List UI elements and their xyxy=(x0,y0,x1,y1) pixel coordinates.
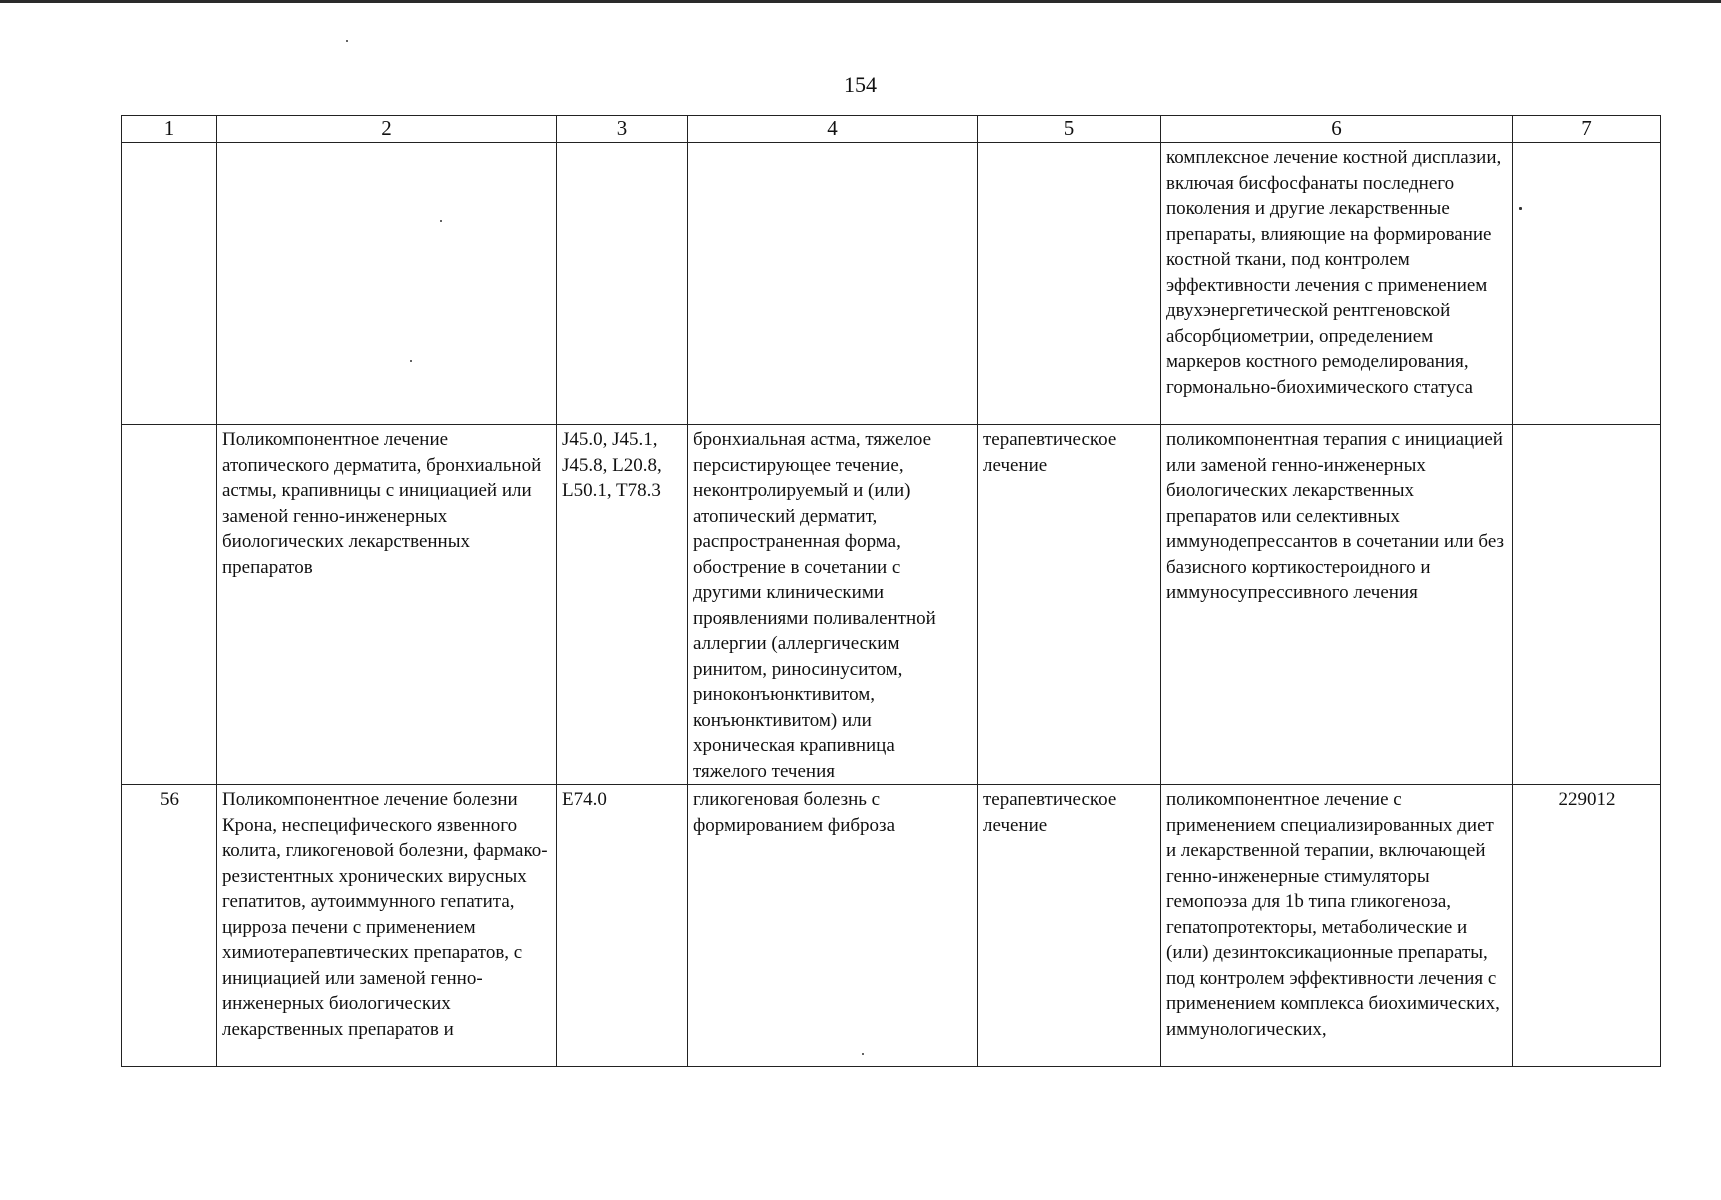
table-row xyxy=(122,143,1661,425)
cost-cell xyxy=(1513,143,1661,425)
scan-speck xyxy=(440,220,442,222)
table-row xyxy=(122,785,1661,1067)
treatment-method-cell: комплексное лечение костной дисплазии, включая бисфосфанаты последнего поколения и другие лекарственные препараты, влияющие на формирование костной ткани, под контролем эффективности лечения с применением двухэнергетической рентгеновской абсорбциометрии, определением маркеров костного ремоделирования, гормонально-биохимического статуса xyxy=(1161,143,1513,425)
treatment-method-cell: поликомпонентное лечение с применением специализированных диет и лекарственной терапии, включающей генно-инженерные стимуляторы гемопоэза для 1b типа гликогеноза, гепатопротекторы, метаболические и (или) дезинтоксикационные препараты, под контролем эффективности лечения с применением комплекса биохимических, иммунологических, xyxy=(1161,785,1513,1067)
treatment-kind-cell: терапевтическое лечение xyxy=(978,425,1161,785)
scan-speck xyxy=(410,360,412,362)
row-number-cell: 56 xyxy=(122,785,217,1067)
scan-speck xyxy=(346,40,348,42)
scan-edge xyxy=(0,0,1721,3)
patient-model-cell xyxy=(688,143,978,425)
patient-model-cell: гликогеновая болезнь с формированием фиброза xyxy=(688,785,978,1067)
table-row xyxy=(122,425,1661,785)
cost-cell: 229012 xyxy=(1513,785,1661,1067)
page-number: 154 xyxy=(844,72,877,97)
cost-cell xyxy=(1513,425,1661,785)
icd-codes-cell: E74.0 xyxy=(557,785,688,1067)
scan-speck xyxy=(1519,207,1522,210)
treatment-kind-cell xyxy=(978,143,1161,425)
column-header-6: 6 xyxy=(1161,116,1513,143)
scan-speck xyxy=(862,1053,864,1055)
row-number-cell xyxy=(122,143,217,425)
column-header-3: 3 xyxy=(557,116,688,143)
column-header-1: 1 xyxy=(122,116,217,143)
treatment-type-cell: Поликомпонентное лечение атопического дерматита, бронхиальной астмы, крапивницы с инициацией или заменой генно-инженерных биологических лекарственных препаратов xyxy=(217,425,557,785)
treatment-kind-cell: терапевтическое лечение xyxy=(978,785,1161,1067)
column-header-4: 4 xyxy=(688,116,978,143)
medical-care-table xyxy=(121,115,1661,1067)
patient-model-cell: бронхиальная астма, тяжелое персистирующее течение, неконтролируемый и (или) атопический дерматит, распространенная форма, обострение в сочетании с другими клиническими проявлениями поливалентной аллергии (аллергическим ринитом, риносинуситом, риноконъюнктивитом, конъюнктивитом) или хроническая крапивница тяжелого течения xyxy=(688,425,978,785)
column-header-7: 7 xyxy=(1513,116,1661,143)
treatment-type-cell xyxy=(217,143,557,425)
icd-codes-cell: J45.0, J45.1, J45.8, L20.8, L50.1, T78.3 xyxy=(557,425,688,785)
treatment-type-cell: Поликомпонентное лечение болезни Крона, неспецифического язвенного колита, гликогеновой болезни, фармако-резистентных хронических вирусных гепатитов, аутоиммунного гепатита, цирроза печени с применением химиотерапевтических препаратов, с инициацией или заменой генно-инженерных биологических лекарственных препаратов и xyxy=(217,785,557,1067)
treatment-method-cell: поликомпонентная терапия с инициацией или заменой генно-инженерных биологических лекарственных препаратов или селективных иммунодепрессантов в сочетании или без базисного кортикостероидного и иммуносупрессивного лечения xyxy=(1161,425,1513,785)
column-header-2: 2 xyxy=(217,116,557,143)
row-number-cell xyxy=(122,425,217,785)
header-row xyxy=(122,116,1661,143)
icd-codes-cell xyxy=(557,143,688,425)
column-header-5: 5 xyxy=(978,116,1161,143)
